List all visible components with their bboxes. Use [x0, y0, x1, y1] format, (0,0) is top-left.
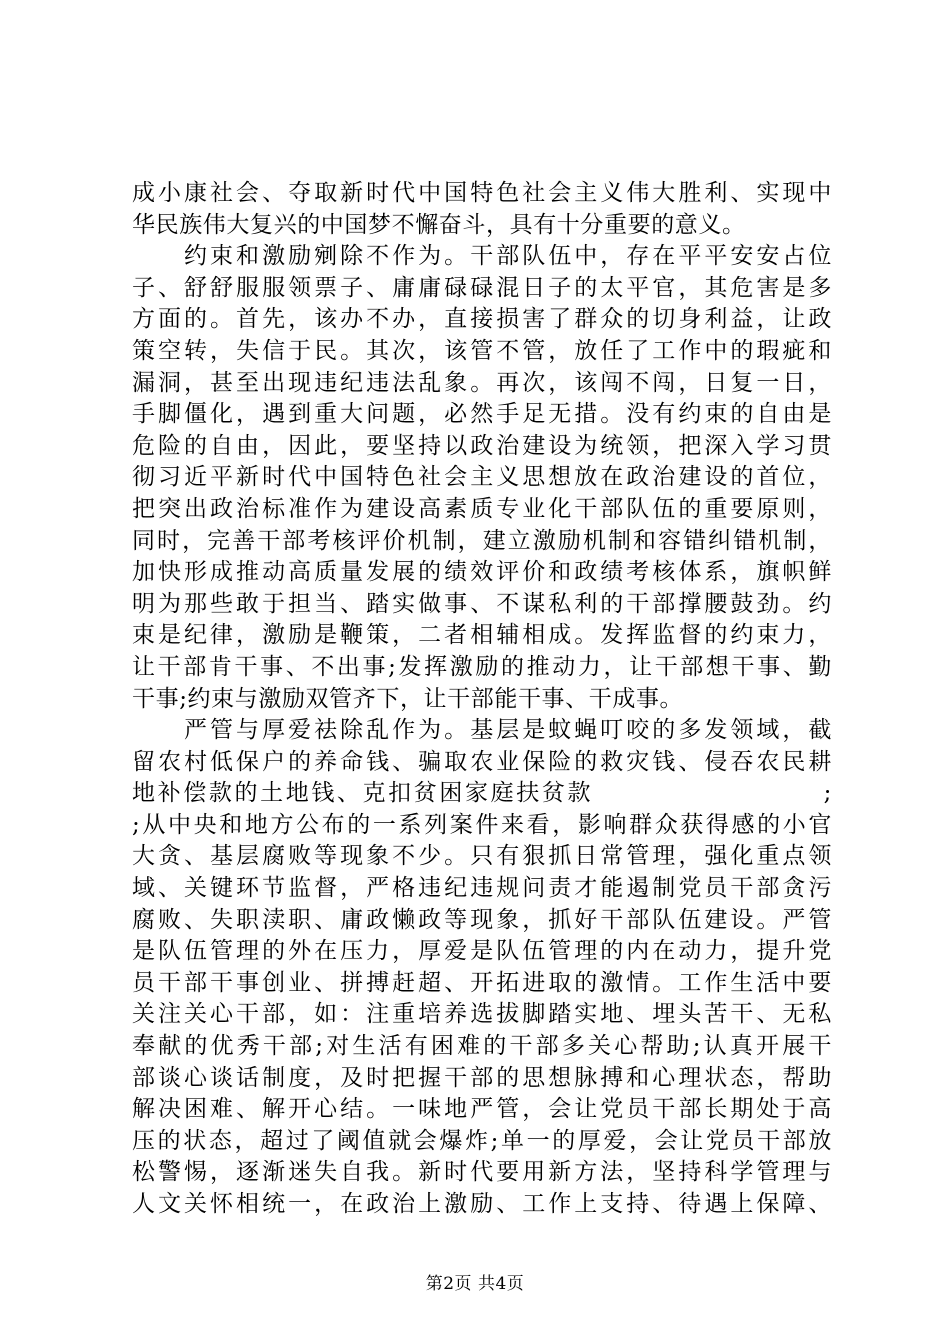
text-line: ;从中央和地方公布的一系列案件来看，影响群众获得感的小官 [132, 811, 832, 838]
text-line: 大贪、基层腐败等现象不少。只有狠抓日常管理，强化重点领 [132, 843, 832, 870]
text-line: 彻习近平新时代中国特色社会主义思想放在政治建设的首位， [132, 464, 832, 491]
text-line: 子、舒舒服服领票子、庸庸碌碌混日子的太平官，其危害是多 [132, 274, 832, 301]
text-line: 把突出政治标准作为建设高素质专业化干部队伍的重要原则， [132, 495, 832, 522]
text-line: 成小康社会、夺取新时代中国特色社会主义伟大胜利、实现中 [132, 180, 832, 206]
text-line: 束是纪律，激励是鞭策，二者相辅相成。发挥监督的约束力， [132, 622, 832, 649]
text-line: 手脚僵化，遇到重大问题，必然手足无措。没有约束的自由是 [132, 401, 832, 428]
text-line: 人文关怀相统一，在政治上激励、工作上支持、待遇上保障、 [132, 1191, 832, 1217]
text-line: 留农村低保户的养命钱、骗取农业保险的救灾钱、侵吞农民耕 [132, 748, 832, 775]
text-line: 腐败、失职渎职、庸政懒政等现象，抓好干部队伍建设。严管 [132, 906, 832, 933]
text-line: 松警惕，逐渐迷失自我。新时代要用新方法，坚持科学管理与 [132, 1159, 832, 1186]
text-line: 危险的自由，因此，要坚持以政治建设为统领，把深入学习贯 [132, 432, 832, 459]
text-line: 域、关键环节监督，严格违纪违规问责才能遏制党员干部贪污 [132, 875, 832, 902]
text-line: 奉献的优秀干部;对生活有困难的干部多关心帮助;认真开展干 [132, 1033, 832, 1060]
text-line: 约束和激励剜除不作为。干部队伍中，存在平平安安占位 [132, 243, 832, 270]
text-line: 加快形成推动高质量发展的绩效评价和政绩考核体系，旗帜鲜 [132, 559, 832, 586]
text-line: 策空转，失信于民。其次，该管不管，放任了工作中的瑕疵和 [132, 337, 832, 364]
text-line: 漏洞，甚至出现违纪违法乱象。再次，该闯不闯，日复一日， [132, 369, 832, 396]
text-line: 员干部干事创业、拼搏赶超、开拓进取的激情。工作生活中要 [132, 969, 832, 996]
text-line: 严管与厚爱祛除乱作为。基层是蚊蝇叮咬的多发领域，截 [132, 717, 832, 744]
text-line: 关注关心干部，如：注重培养选拔脚踏实地、埋头苦干、无私 [132, 1001, 832, 1028]
document-body [132, 178, 832, 1221]
text-line: 是队伍管理的外在压力，厚爱是队伍管理的内在动力，提升党 [132, 938, 832, 965]
text-line: 干事;约束与激励双管齐下，让干部能干事、干成事。 [132, 685, 684, 712]
text-line: 方面的。首先，该办不办，直接损害了群众的切身利益，让政 [132, 306, 832, 333]
text-line: 部谈心谈话制度，及时把握干部的思想脉搏和心理状态，帮助 [132, 1064, 832, 1091]
text-line: 同时，完善干部考核评价机制，建立激励机制和容错纠错机制， [132, 527, 832, 554]
text-line: 压的状态，超过了阈值就会爆炸;单一的厚爱，会让党员干部放 [132, 1127, 832, 1154]
text-line: 让干部肯干事、不出事;发挥激励的推动力，让干部想干事、勤 [132, 653, 832, 680]
text-line: 解决困难、解开心结。一味地严管，会让党员干部长期处于高 [132, 1096, 832, 1123]
text-line: 地补偿款的土地钱、克扣贫困家庭扶贫款 ; [132, 780, 832, 807]
text-line: 华民族伟大复兴的中国梦不懈奋斗，具有十分重要的意义。 [132, 211, 746, 238]
text-line: 明为那些敢于担当、踏实做事、不谋私利的干部撑腰鼓劲。约 [132, 590, 832, 617]
page-footer: 第2页 共4页 [425, 1274, 525, 1294]
